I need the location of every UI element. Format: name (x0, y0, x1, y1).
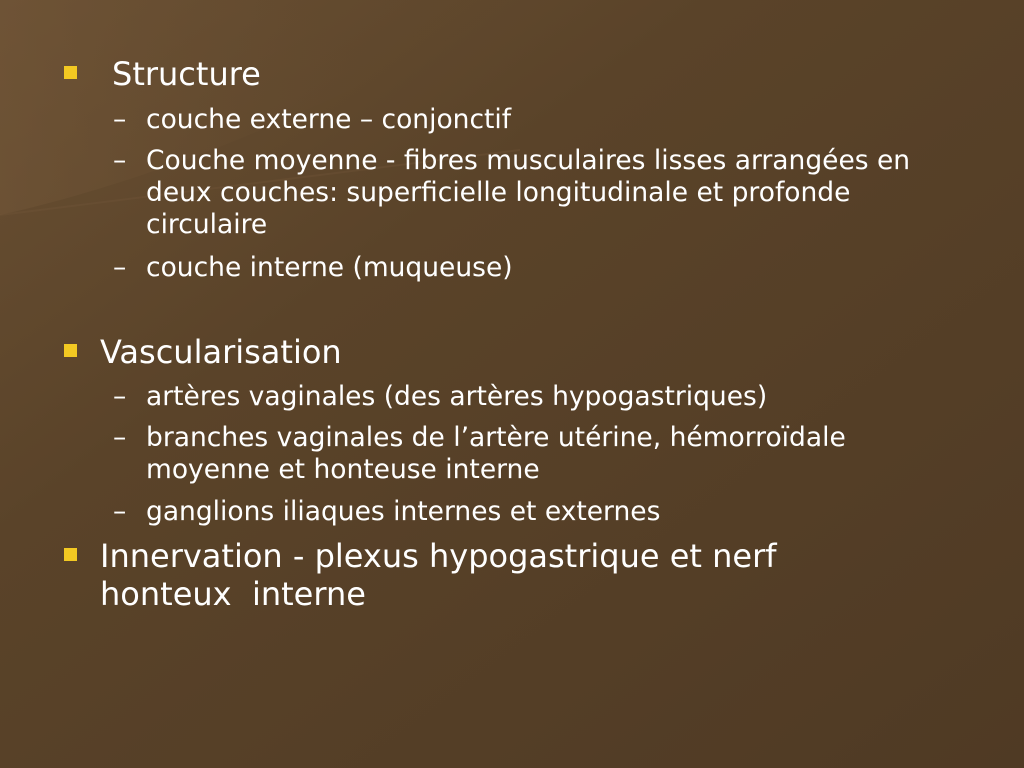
dash-bullet-icon: – (113, 145, 127, 176)
sub-bullet-structure-2 (113, 145, 973, 241)
sub-bullet-structure-1 (113, 104, 973, 136)
bullet-structure-title: Structure (112, 55, 261, 93)
square-bullet-icon (64, 66, 77, 79)
bullet-innervation-title: Innervation - plexus hypogastrique et nerf honteux interne (100, 537, 787, 613)
sub-bullet-text: branches vaginales de l’artère utérine, hémorroïdale moyenne et honteuse interne (146, 422, 846, 485)
dash-bullet-icon: – (113, 496, 127, 527)
sub-bullet-vascularisation-3 (113, 496, 973, 528)
dash-bullet-icon: – (113, 422, 127, 453)
sub-bullet-vascularisation-1 (113, 381, 973, 413)
dash-bullet-icon: – (113, 104, 127, 135)
sub-bullet-vascularisation-2 (113, 422, 973, 486)
square-bullet-icon (64, 344, 77, 357)
bullet-innervation (64, 537, 884, 613)
sub-bullet-structure-3 (113, 252, 973, 284)
sub-bullet-text: ganglions iliaques internes et externes (146, 496, 661, 527)
bullet-structure (64, 55, 984, 93)
dash-bullet-icon: – (113, 252, 127, 283)
bullet-vascularisation (64, 333, 984, 371)
sub-bullet-text: Couche moyenne - fibres musculaires lisses arrangées en deux couches: superficielle longitudinale et profonde circulaire (146, 145, 911, 240)
sub-bullet-text: couche interne (muqueuse) (146, 252, 513, 283)
dash-bullet-icon: – (113, 381, 127, 412)
square-bullet-icon (64, 548, 77, 561)
sub-bullet-text: artères vaginales (des artères hypogastriques) (146, 381, 768, 412)
bullet-vascularisation-title: Vascularisation (100, 333, 342, 371)
sub-bullet-text: couche externe – conjonctif (146, 104, 512, 135)
